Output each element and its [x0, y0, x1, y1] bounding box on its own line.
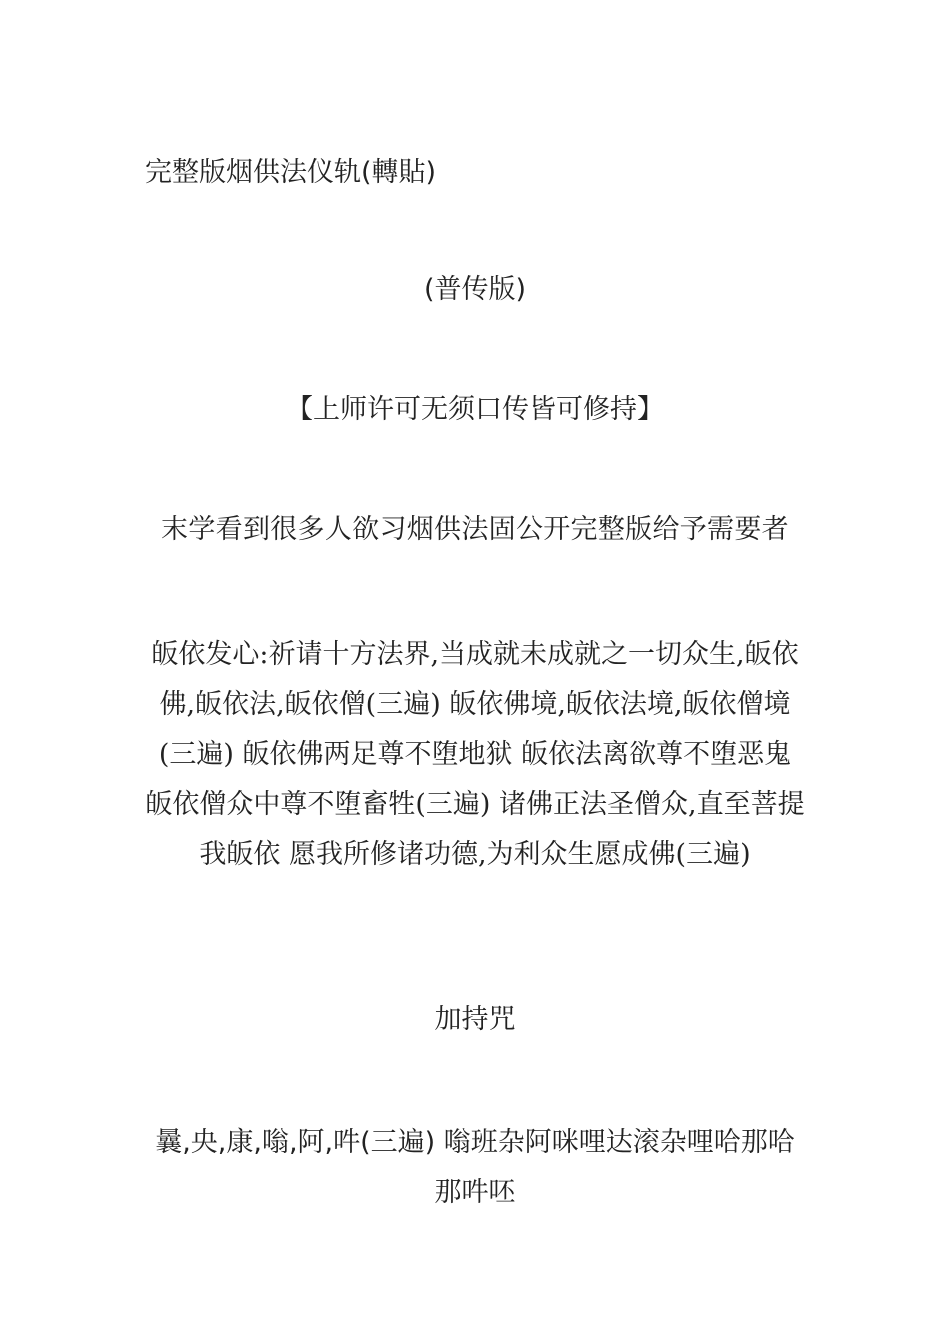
permission-notice: 【上师许可无须口传皆可修持】 [286, 394, 664, 425]
intro-paragraph: 末学看到很多人欲习烟供法固公开完整版给予需要者 [161, 514, 789, 545]
document-title: 完整版烟供法仪轨(轉貼) [145, 157, 437, 188]
refuge-paragraph: 皈依发心:祈请十方法界,当成就未成就之一切众生,皈依佛,皈依法,皈依僧(三遍) 皈依佛境,皈依法境,皈依僧境(三遍) 皈依佛两足尊不堕地狱 皈依法离欲尊不堕恶鬼 皈依僧众中尊不堕畜牲(三遍) 诸佛正法圣僧众,直至菩提我皈依 愿我所修诸功德,为利众生愿成佛(三遍) [145, 639, 805, 870]
blessing-mantra-heading: 加持咒 [434, 1004, 516, 1035]
mantra-paragraph: 曩,央,康,嗡,阿,吽(三遍) 嗡班杂阿咪哩达滚杂哩哈那哈那吽呸 [155, 1127, 795, 1208]
edition-label: (普传版) [423, 274, 527, 305]
